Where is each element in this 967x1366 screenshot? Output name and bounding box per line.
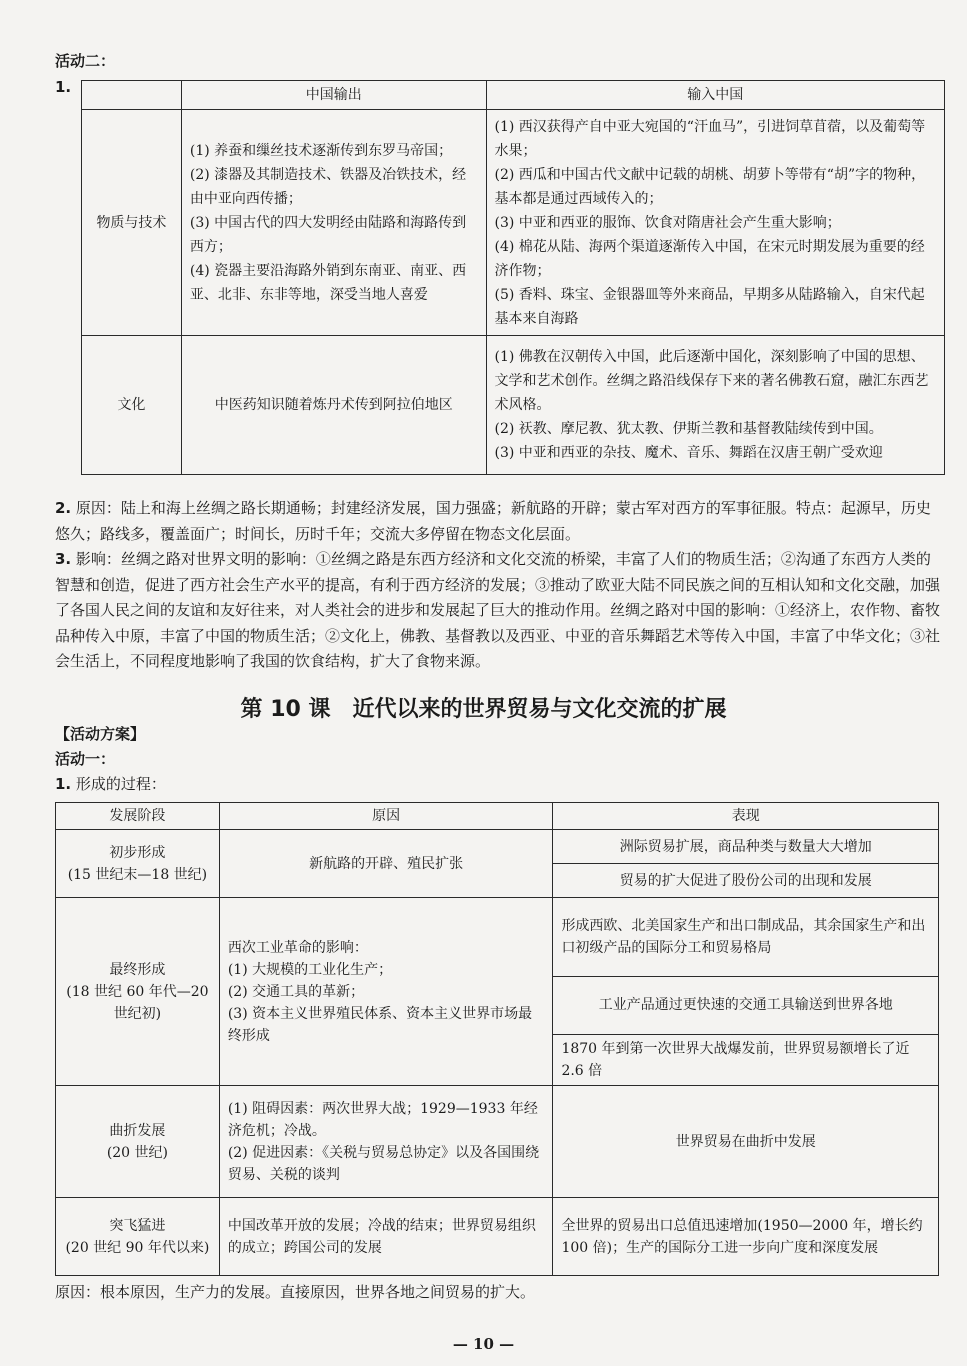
shows-cell — [553, 830, 939, 898]
item-3-text: 影响：丝绸之路对世界文明的影响：①丝绸之路是东西方经济和文化交流的桥梁，丰富了人们的物质生活；②沟通了东西方人类的智慧和创造，促进了西方社会生产水平的提高，有利于西方经济的发展；③推动了欧亚大陆不同民族之间的互相认知和文化交融，加强了各国人民之间的友谊和友好往来，对人类社会的进步和发展起了巨大的推动作用。丝绸之路对中国的影响：①经济上，农作物、畜牧品种传入中原，丰富了中国的物质生活；②文化上，佛教、基督教以及西亚、中亚的音乐舞蹈艺术等传入中国，丰富了中华文化；③社会生活上，不同程度地影响了我国的饮食结构，扩大了食物来源。 — [55, 550, 941, 670]
item-1-number: 1. — [55, 775, 72, 793]
shows-cell — [553, 898, 939, 1086]
list-item: (3) 中亚和西亚的杂技、魔术、音乐、舞蹈在汉唐王朝广受欢迎 — [494, 445, 883, 461]
list-item: 新航路的开辟、殖民扩张 — [309, 855, 464, 872]
table-header-blank — [82, 81, 182, 110]
stage-name: 突飞猛进 — [109, 1217, 166, 1234]
header-stage: 发展阶段 — [56, 803, 220, 830]
silk-road-exchange-table — [81, 80, 945, 475]
stage-period: (15 世纪末—18 世纪) — [67, 866, 208, 883]
stage-period: (18 世纪 60 年代—20 世纪初) — [66, 983, 209, 1022]
item-3 — [55, 547, 945, 675]
stage-cell — [56, 1198, 220, 1276]
stage-period: (20 世纪) — [106, 1144, 169, 1161]
list-item: (3) 中亚和西亚的服饰、饮食对隋唐社会产生重大影响； — [494, 214, 841, 231]
reason-cell — [219, 1086, 553, 1198]
table-row — [82, 336, 945, 475]
list-item: 西次工业革命的影响： — [227, 939, 368, 956]
stage-cell — [56, 830, 220, 898]
header-reason: 原因 — [219, 803, 553, 830]
cause-text: 原因：根本原因，生产力的发展。直接原因，世界各地之间贸易的扩大。 — [55, 1283, 536, 1301]
reason-cell — [219, 830, 553, 898]
list-item: (2) 促进因素：《关税与贸易总协定》以及各国围绕贸易、关税的谈判 — [227, 1144, 540, 1183]
list-item: (1) 西汉获得产自中亚大宛国的“汗血马”，引进饲草苜蓿，以及葡萄等水果； — [494, 118, 926, 159]
list-item: 洲际贸易扩展，商品种类与数量大大增加 — [553, 830, 938, 864]
stage-cell — [56, 1086, 220, 1198]
header-shows: 表现 — [553, 803, 939, 830]
list-item: 1870 年到第一次世界大战爆发前，世界贸易额增长了近 2.6 倍 — [561, 1040, 910, 1079]
row-category: 文化 — [82, 336, 182, 475]
page-number: — 10 — — [452, 1335, 515, 1353]
stage-name: 曲折发展 — [109, 1122, 166, 1139]
list-item: (2) 西瓜和中国古代文献中记载的胡桃、胡萝卜等带有“胡”字的物种，基本都是通过西域传入的； — [494, 166, 926, 207]
list-item: (4) 棉花从陆、海两个渠道逐渐传入中国，在宋元时期发展为重要的经济作物； — [494, 238, 925, 279]
reason-cell — [219, 898, 553, 1086]
list-item: 全世界的贸易出口总值迅速增加(1950—2000 年，增长约 100 倍)；生产的国际分工进一步向广度和深度发展 — [561, 1217, 923, 1256]
table-row — [56, 830, 939, 898]
table-row — [56, 1198, 939, 1276]
item-2-text: 原因：陆上和海上丝绸之路长期通畅；封建经济发展，国力强盛；新航路的开辟；蒙古军对西方的军事征服。特点：起源早，历史悠久；路线多，覆盖面广；时间长，历时千年；交流大多停留在物态文化层面。 — [55, 499, 931, 543]
item-1-line — [55, 773, 166, 794]
list-item: 工业产品通过更快速的交通工具输送到世界各地 — [553, 976, 938, 1034]
stage-cell — [56, 898, 220, 1086]
list-item: (1) 佛教在汉朝传入中国，此后逐渐中国化，深刻影响了中国的思想、文学和艺术创作。丝绸之路沿线保存下来的著名佛教石窟，融汇东西艺术风格。 — [494, 349, 929, 413]
answer-paragraphs — [55, 496, 945, 675]
shows-cell — [553, 1086, 939, 1198]
list-item: (1) 大规模的工业化生产； — [227, 961, 393, 978]
list-item: 世界贸易在曲折中发展 — [675, 1133, 816, 1150]
item-3-number: 3. — [55, 550, 72, 568]
lesson-title: 第 10 课 近代以来的世界贸易与文化交流的扩展 — [240, 697, 727, 722]
export-cell — [181, 336, 486, 475]
list-item: (5) 香料、珠宝、金银器皿等外来商品，早期多从陆路输入，自宋代起基本来自海路 — [494, 286, 925, 327]
stage-name: 最终形成 — [109, 961, 166, 978]
list-item: 中医药知识随着炼丹术传到阿拉伯地区 — [214, 397, 453, 413]
header-china-export: 中国输出 — [181, 81, 486, 110]
item-2-number: 2. — [55, 499, 72, 517]
list-item: (1) 养蚕和缫丝技术逐渐传到东罗马帝国； — [189, 142, 453, 159]
reason-cell — [219, 1198, 553, 1276]
table-row — [56, 1086, 939, 1198]
stage-period: (20 世纪 90 年代以来) — [65, 1239, 210, 1256]
list-item: (4) 瓷器主要沿海路外销到东南亚、南亚、西亚、北非、东非等地，深受当地人喜爱 — [189, 262, 467, 303]
list-item: (2) 祆教、摩尼教、犹太教、伊斯兰教和基督教陆续传到中国。 — [494, 421, 883, 437]
list-item: 贸易的扩大促进了股份公司的出现和发展 — [619, 872, 872, 889]
item-2 — [55, 496, 945, 547]
item-1-number: 1. — [55, 78, 72, 96]
activity-two-label: 活动二： — [55, 52, 116, 70]
world-trade-table — [55, 802, 939, 1276]
activity-one-label: 活动一： — [55, 750, 116, 768]
activity-plan-label: 【活动方案】 — [55, 725, 146, 743]
stage-name: 初步形成 — [109, 844, 166, 861]
list-item: 中国改革开放的发展；冷战的结束；世界贸易组织的成立；跨国公司的发展 — [227, 1217, 536, 1256]
list-item: (3) 中国古代的四大发明经由陆路和海路传到西方； — [189, 214, 467, 255]
import-cell — [486, 110, 944, 336]
table-row — [82, 110, 945, 336]
row-category: 物质与技术 — [82, 110, 182, 336]
import-cell — [486, 336, 944, 475]
list-item: 形成西欧、北美国家生产和出口制成品，其余国家生产和出口初级产品的国际分工和贸易格局 — [553, 898, 938, 976]
list-item: (3) 资本主义世界殖民体系、资本主义世界市场最终形成 — [227, 1005, 533, 1044]
shows-cell — [553, 1198, 939, 1276]
table-row — [56, 898, 939, 1086]
item-1-text: 形成的过程： — [75, 775, 166, 793]
export-cell — [181, 110, 486, 336]
header-china-import: 输入中国 — [486, 81, 944, 110]
list-item: (1) 阻碍因素：两次世界大战；1929—1933 年经济危机；冷战。 — [227, 1100, 538, 1139]
list-item: (2) 漆器及其制造技术、铁器及冶铁技术，经由中亚向西传播； — [189, 166, 467, 207]
shows-sub-table — [553, 830, 938, 897]
list-item: (2) 交通工具的革新； — [227, 983, 365, 1000]
shows-sub-table — [553, 898, 938, 1085]
